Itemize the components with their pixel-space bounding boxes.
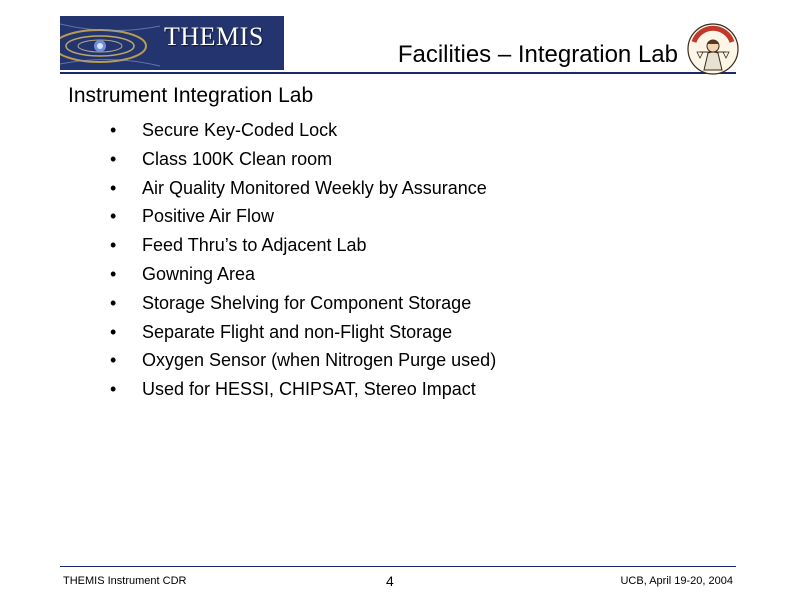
list-item [104, 174, 496, 203]
footer-event-label: THEMIS Instrument CDR [63, 575, 187, 587]
bullet-icon: • [110, 379, 117, 400]
list-item-text: Secure Key-Coded Lock [142, 120, 338, 140]
list-item-text: Class 100K Clean room [142, 148, 333, 169]
list-item-text: Used for HESSI, CHIPSAT, Stereo Impact [142, 379, 476, 400]
list-item [104, 289, 496, 318]
list-item [104, 318, 496, 347]
list-item-text: Feed Thru’s to Adjacent Lab [142, 235, 367, 256]
list-item-text: Oxygen Sensor (when Nitrogen Purge used) [142, 350, 497, 371]
slide-title: Facilities – Integration Lab [397, 41, 678, 68]
list-item-text: Air Quality Monitored Weekly by Assurance [142, 177, 487, 198]
list-item [104, 231, 496, 260]
themis-logo-banner [60, 16, 284, 70]
footer-divider [60, 566, 736, 567]
bullet-icon: • [110, 177, 117, 198]
bullet-icon: • [110, 321, 117, 342]
list-item [104, 116, 496, 145]
list-item [104, 260, 496, 289]
list-item [104, 375, 496, 404]
list-item-text: Positive Air Flow [142, 206, 275, 227]
list-item-text: Storage Shelving for Component Storage [142, 292, 472, 313]
bullet-icon: • [110, 263, 117, 284]
bullet-icon: • [110, 120, 117, 140]
bullet-icon: • [110, 235, 117, 256]
themis-mascot-icon [686, 22, 740, 76]
list-item-text: Separate Flight and non-Flight Storage [142, 321, 453, 342]
bullet-list [104, 116, 496, 404]
bullet-icon: • [110, 206, 117, 227]
logo-wordmark: THEMIS [164, 22, 264, 51]
footer-date-location: UCB, April 19-20, 2004 [620, 575, 733, 587]
bullet-icon: • [110, 292, 117, 313]
list-item [104, 202, 496, 231]
bullet-icon: • [110, 148, 117, 169]
section-heading: Instrument Integration Lab [68, 84, 314, 107]
list-item-text: Gowning Area [142, 263, 256, 284]
bullet-icon: • [110, 350, 117, 371]
list-item [104, 145, 496, 174]
title-divider [60, 72, 736, 74]
page-number: 4 [386, 573, 394, 589]
list-item [104, 346, 496, 375]
